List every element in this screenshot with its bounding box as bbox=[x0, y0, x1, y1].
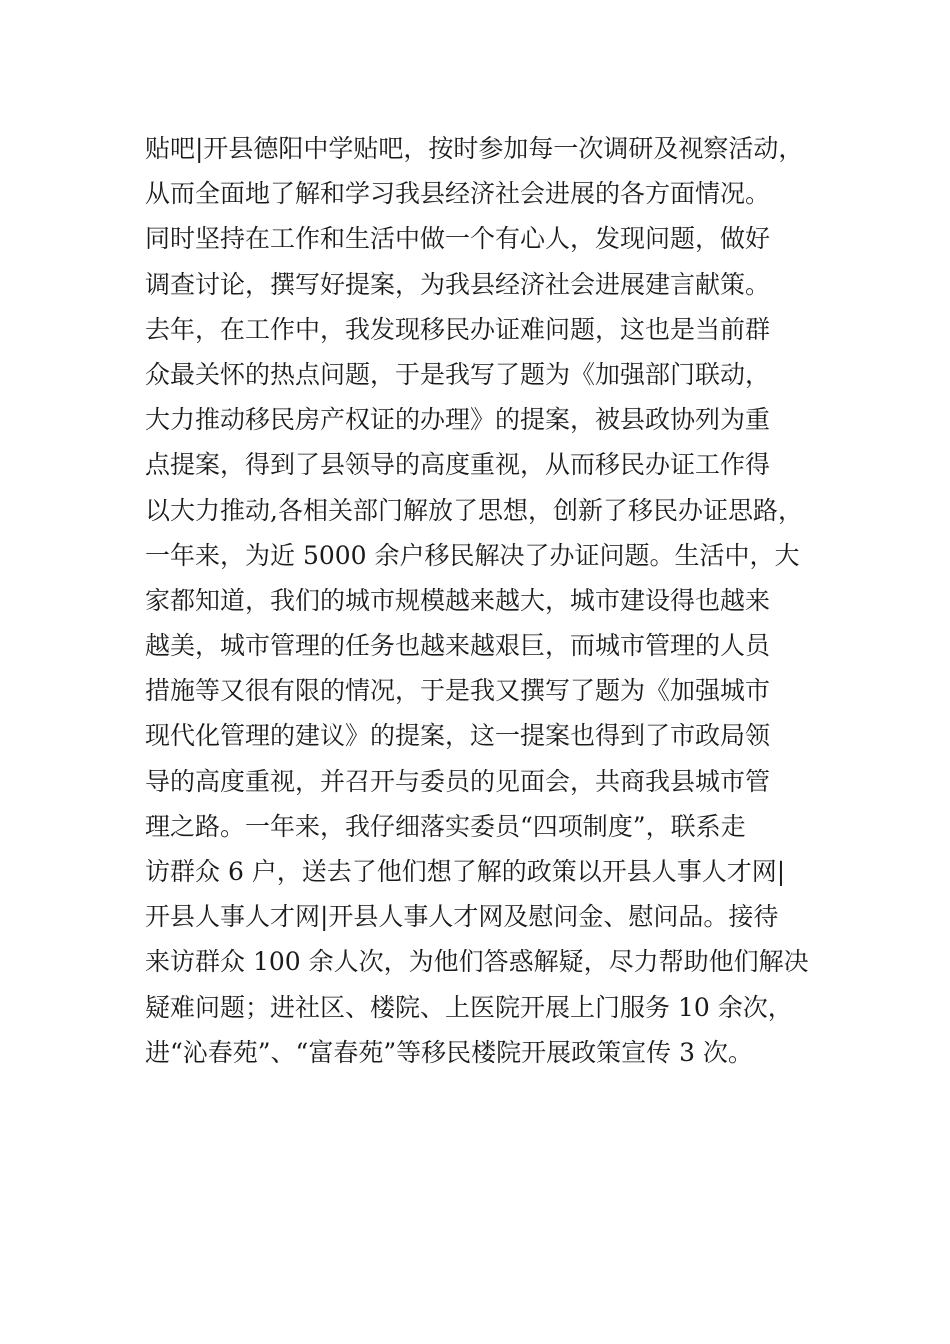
text-line-7: 大力推动移民房产权证的办理》的提案，被县政协列为重 bbox=[145, 405, 771, 435]
text-line-3: 同时坚持在工作和生活中做一个有心人，发现问题，做好 bbox=[145, 224, 771, 254]
text-line-15: 导的高度重视，并召开与委员的见面会，共商我县城市管 bbox=[145, 766, 771, 796]
text-line-11: 家都知道，我们的城市规模越来越大，城市建设得也越来 bbox=[145, 585, 771, 615]
text-line-19: 来访群众 100 余人次，为他们答惑解疑，尽力帮助他们解决 bbox=[145, 947, 809, 977]
text-line-10: 一年来，为近 5000 余户移民解决了办证问题。生活中，大 bbox=[145, 540, 800, 570]
text-line-6: 众最关怀的热点问题，于是我写了题为《加强部门联动， bbox=[145, 359, 771, 389]
text-line-21: 进“沁春苑”、“富春苑”等移民楼院开展政策宣传 3 次。 bbox=[145, 1037, 753, 1067]
body-paragraph bbox=[145, 126, 845, 1075]
text-line-9: 以大力推动,各相关部门解放了思想，创新了移民办证思路， bbox=[145, 495, 803, 525]
text-line-5: 去年，在工作中，我发现移民办证难问题，这也是当前群 bbox=[145, 314, 771, 344]
text-line-18: 开县人事人才网|开县人事人才网及慰问金、慰问品。接待 bbox=[145, 902, 779, 932]
text-line-17: 访群众 6 户，送去了他们想了解的政策以开县人事人才网| bbox=[145, 857, 786, 886]
text-line-2: 从而全面地了解和学习我县经济社会进展的各方面情况。 bbox=[145, 179, 771, 209]
text-line-12: 越美，城市管理的任务也越来越艰巨，而城市管理的人员 bbox=[145, 631, 771, 661]
text-line-13: 措施等又很有限的情况，于是我又撰写了题为《加强城市 bbox=[145, 676, 771, 706]
text-line-16: 理之路。一年来，我仔细落实委员“四项制度”，联系走 bbox=[145, 811, 746, 841]
text-line-20: 疑难问题；进社区、楼院、上医院开展上门服务 10 余次， bbox=[145, 992, 793, 1022]
text-line-4: 调查讨论，撰写好提案，为我县经济社会进展建言献策。 bbox=[145, 269, 771, 299]
text-line-8: 点提案，得到了县领导的高度重视，从而移民办证工作得 bbox=[145, 450, 771, 480]
text-line-14: 现代化管理的建议》的提案，这一提案也得到了市政局领 bbox=[145, 721, 771, 751]
text-line-1: 贴吧|开县德阳中学贴吧，按时参加每一次调研及视察活动， bbox=[145, 134, 804, 163]
